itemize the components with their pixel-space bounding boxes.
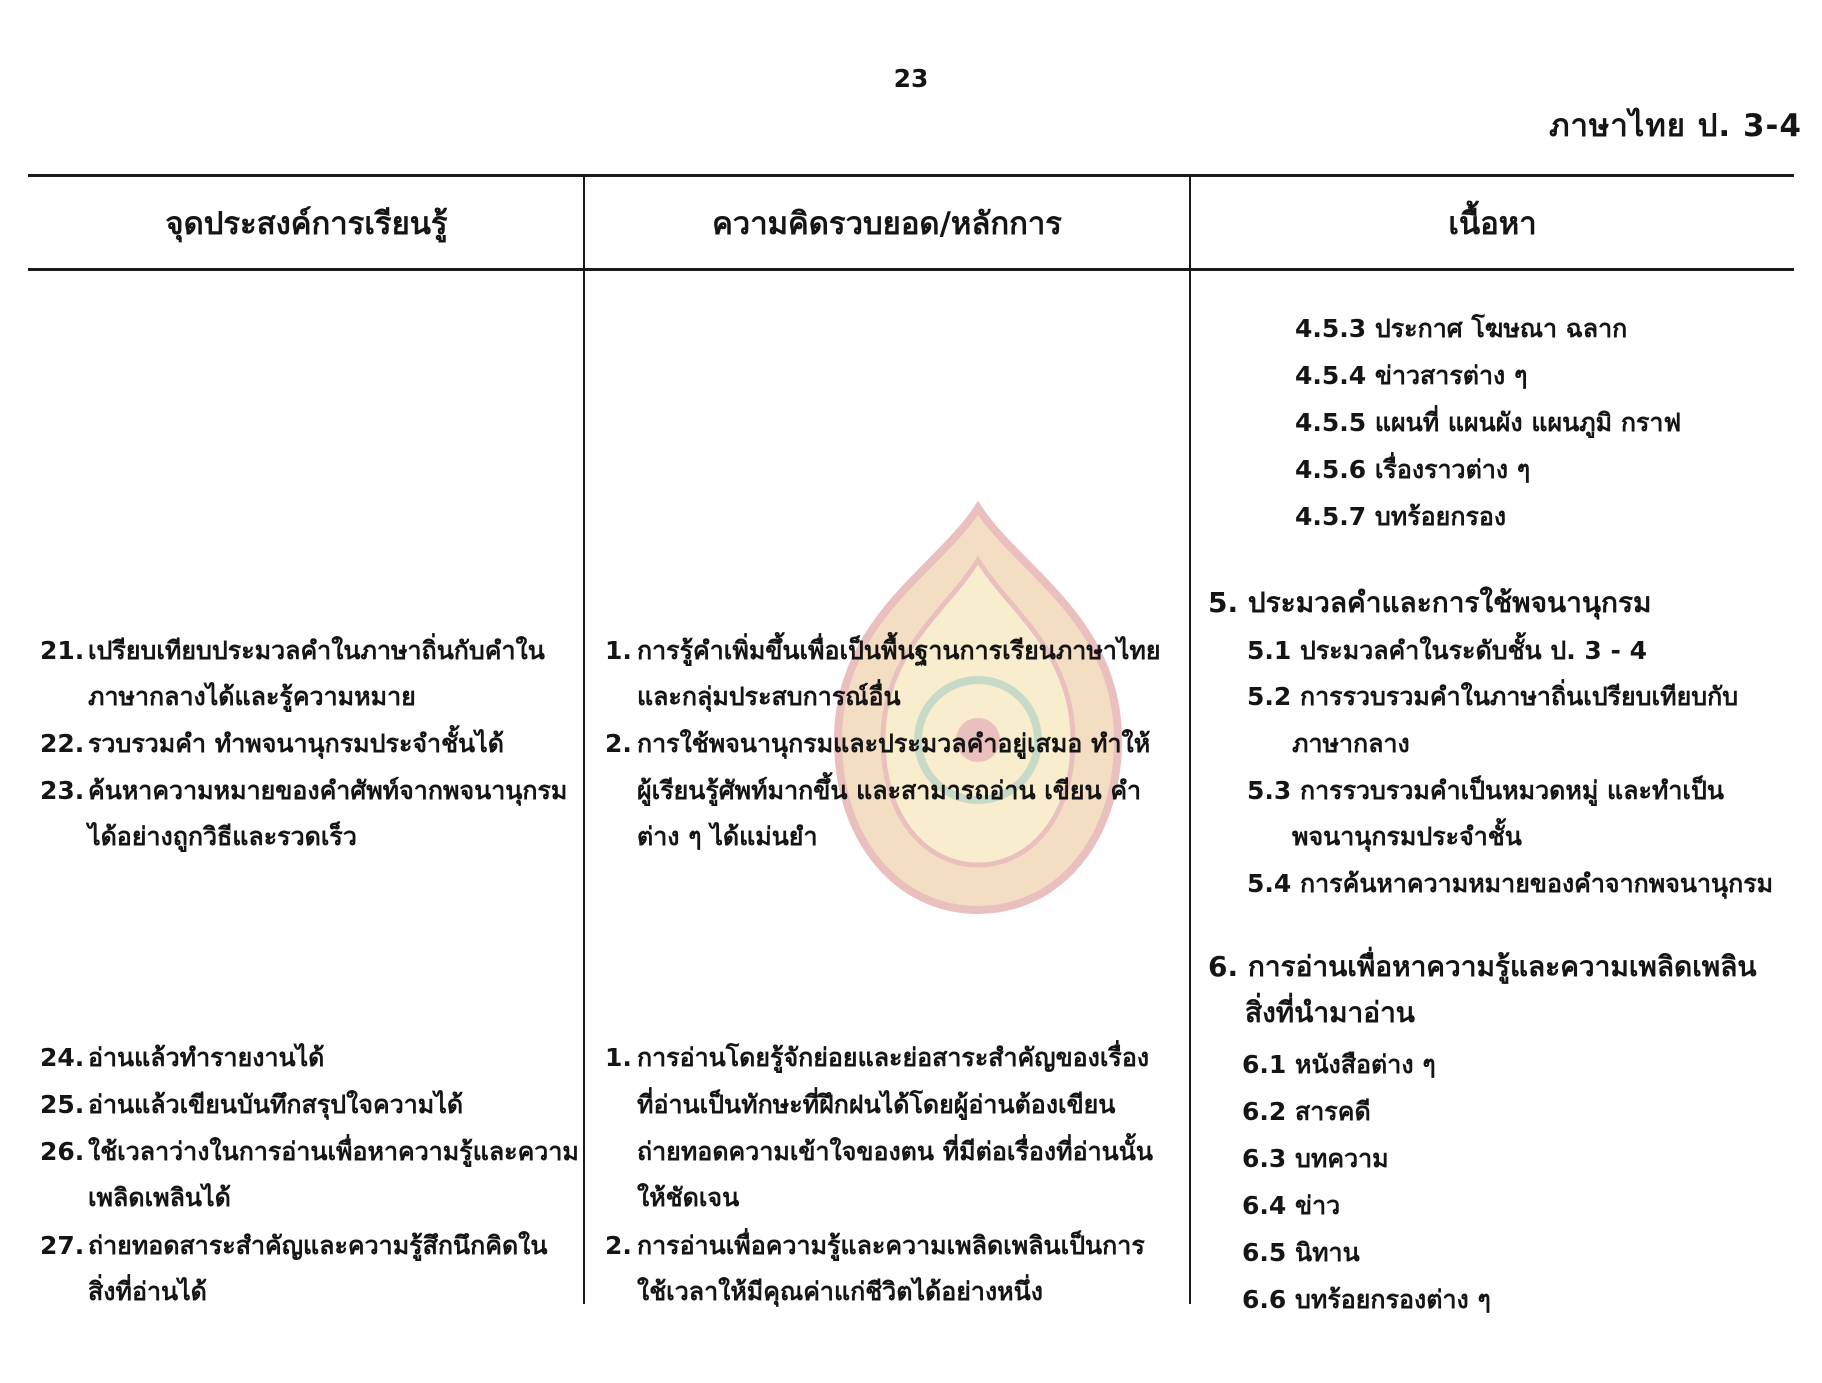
column-divider-1: [583, 174, 585, 1304]
content-item: 5.3 การรวบรวมคำเป็นหมวดหมู่ และทำเป็น: [1247, 776, 1724, 805]
list-item: 21. เปรียบเทียบประมวลคำในภาษาถิ่นกับคำใน: [40, 636, 545, 665]
content-item: 6.4 ข่าว: [1242, 1191, 1341, 1220]
content-item: 4.5.4 ข่าวสารต่าง ๆ: [1295, 361, 1528, 390]
content-section-title: 6. การอ่านเพื่อหาความรู้และความเพลิดเพลิน: [1208, 950, 1757, 983]
list-item: 1. การอ่านโดยรู้จักย่อยและย่อสาระสำคัญของเรื่อง: [605, 1043, 1150, 1072]
list-item: ถ่ายทอดความเข้าใจของตน ที่มีต่อเรื่องที่อ่านนั้น: [637, 1137, 1153, 1166]
content-item: 4.5.6 เรื่องราวต่าง ๆ: [1295, 455, 1531, 484]
list-item: 2. การใช้พจนานุกรมและประมวลคำอยู่เสมอ ทำให้: [605, 729, 1151, 758]
content-header: เนื้อหา: [1448, 206, 1537, 242]
list-item: ได้อย่างถูกวิธีและรวดเร็ว: [88, 822, 357, 851]
list-item: 1. การรู้คำเพิ่มขึ้นเพื่อเป็นพื้นฐานการเรียนภาษาไทย: [605, 636, 1161, 665]
table-top-rule: [28, 174, 1794, 177]
content-item: พจนานุกรมประจำชั้น: [1292, 822, 1522, 851]
list-item: ภาษากลางได้และรู้ความหมาย: [88, 682, 416, 711]
list-item: ผู้เรียนรู้ศัพท์มากขึ้น และสามารถอ่าน เขียน คำ: [637, 776, 1142, 805]
content-item: 6.5 นิทาน: [1242, 1238, 1360, 1267]
content-item: 6.6 บทร้อยกรองต่าง ๆ: [1242, 1285, 1491, 1314]
content-section-title: 5. ประมวลคำและการใช้พจนานุกรม: [1208, 586, 1652, 619]
subject-header: ภาษาไทย ป. 3-4: [1549, 108, 1802, 144]
list-item: ให้ชัดเจน: [637, 1183, 740, 1212]
concepts-header: ความคิดรวบยอด/หลักการ: [712, 206, 1062, 242]
list-item: 22. รวบรวมคำ ทำพจนานุกรมประจำชั้นได้: [40, 729, 504, 758]
content-item: 6.3 บทความ: [1242, 1144, 1389, 1173]
list-item: ต่าง ๆ ได้แม่นยำ: [637, 822, 818, 851]
content-item: 4.5.5 แผนที่ แผนผัง แผนภูมิ กราฟ: [1295, 408, 1682, 437]
content-item: ภาษากลาง: [1292, 729, 1410, 758]
objectives-header: จุดประสงค์การเรียนรู้: [165, 206, 448, 242]
list-item: 24. อ่านแล้วทำรายงานได้: [40, 1043, 325, 1072]
list-item: 23. ค้นหาความหมายของคำศัพท์จากพจนานุกรม: [40, 776, 568, 805]
list-item: ที่อ่านเป็นทักษะที่ฝึกฝนได้โดยผู้อ่านต้องเขียน: [637, 1090, 1116, 1119]
column-divider-2: [1189, 174, 1191, 1304]
list-item: 25. อ่านแล้วเขียนบันทึกสรุปใจความได้: [40, 1090, 464, 1119]
content-item: 6.2 สารคดี: [1242, 1097, 1371, 1126]
page-number: 23: [893, 64, 929, 93]
list-item: 27. ถ่ายทอดสาระสำคัญและความรู้สึกนึกคิดใน: [40, 1231, 548, 1260]
content-section-title: สิ่งที่นำมาอ่าน: [1245, 996, 1415, 1029]
header-bottom-rule: [28, 268, 1794, 271]
list-item: สิ่งที่อ่านได้: [88, 1277, 207, 1306]
content-item: 5.2 การรวบรวมคำในภาษาถิ่นเปรียบเทียบกับ: [1247, 682, 1739, 711]
content-item: 4.5.7 บทร้อยกรอง: [1295, 502, 1507, 531]
list-item: ใช้เวลาให้มีคุณค่าแก่ชีวิตได้อย่างหนึ่ง: [637, 1277, 1043, 1306]
content-item: 4.5.3 ประกาศ โฆษณา ฉลาก: [1295, 314, 1628, 343]
list-item: เพลิดเพลินได้: [88, 1183, 231, 1212]
list-item: 26. ใช้เวลาว่างในการอ่านเพื่อหาความรู้และความ: [40, 1137, 579, 1166]
list-item: และกลุ่มประสบการณ์อื่น: [637, 682, 901, 711]
content-item: 6.1 หนังสือต่าง ๆ: [1242, 1050, 1436, 1079]
content-item: 5.4 การค้นหาความหมายของคำจากพจนานุกรม: [1247, 869, 1774, 898]
list-item: 2. การอ่านเพื่อความรู้และความเพลิดเพลินเป็นการ: [605, 1231, 1145, 1260]
content-item: 5.1 ประมวลคำในระดับชั้น ป. 3 - 4: [1247, 636, 1647, 665]
